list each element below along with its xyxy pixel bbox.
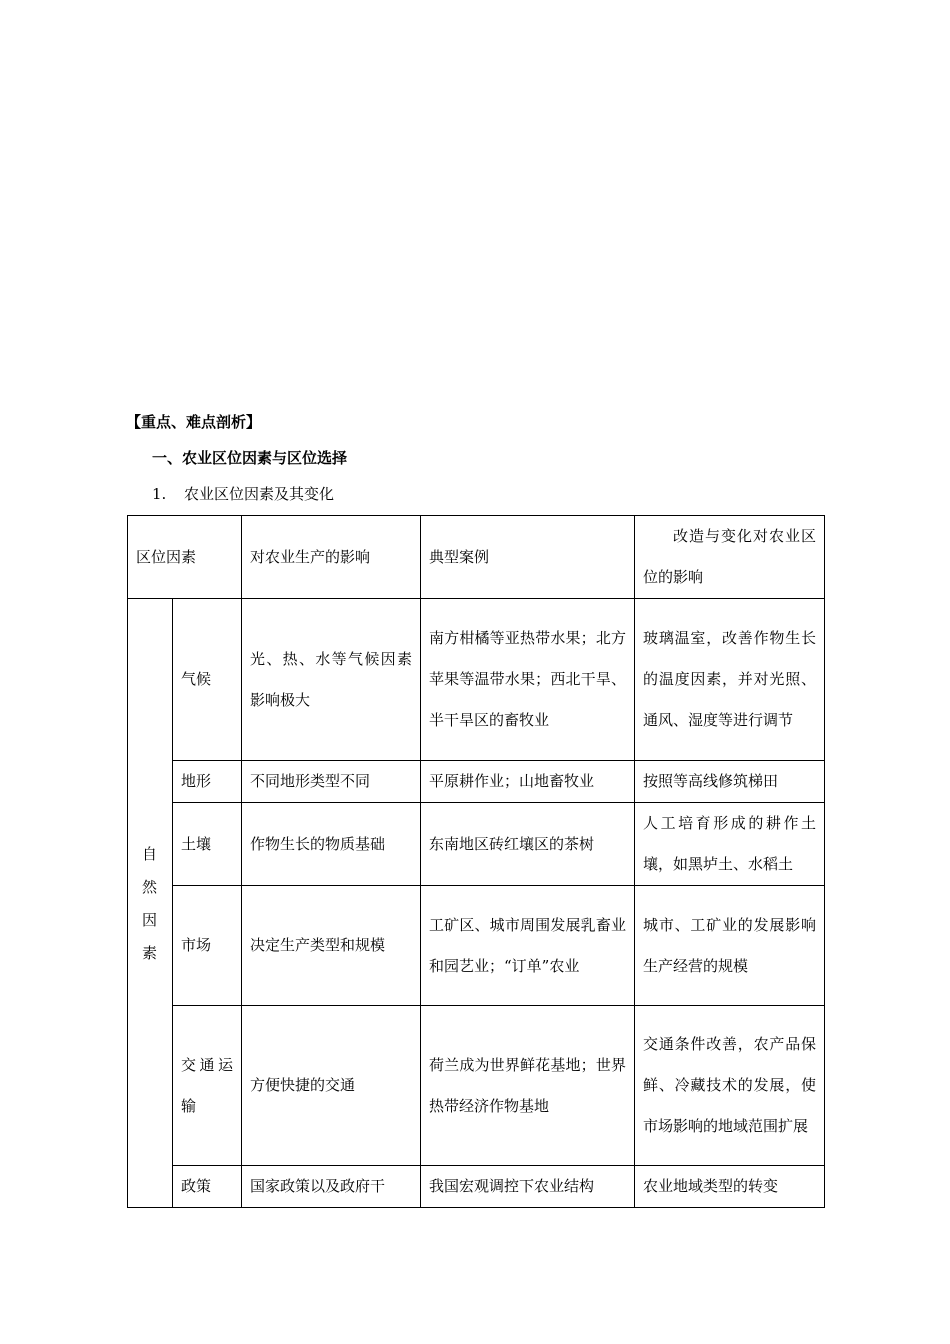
table-row — [128, 803, 825, 886]
group-label: 自然因素 — [142, 845, 158, 962]
change-cell: 城市、工矿业的发展影响生产经营的规模 — [635, 886, 825, 1006]
factor-cell: 土壤 — [173, 803, 242, 886]
factor-cell: 气候 — [173, 599, 242, 761]
table-row — [128, 1006, 825, 1166]
factor-cell: 地形 — [173, 761, 242, 803]
case-cell: 我国宏观调控下农业结构 — [421, 1166, 635, 1208]
change-cell: 按照等高线修筑梯田 — [635, 761, 825, 803]
case-cell: 南方柑橘等亚热带水果；北方苹果等温带水果；西北干旱、半干旱区的畜牧业 — [421, 599, 635, 761]
change-cell: 人工培育形成的耕作土壤，如黑垆土、水稻土 — [635, 803, 825, 886]
case-cell: 平原耕作业；山地畜牧业 — [421, 761, 635, 803]
influence-cell: 决定生产类型和规模 — [242, 886, 421, 1006]
factor-cell: 交通运输 — [173, 1006, 242, 1166]
group-natural-factors — [128, 599, 173, 1208]
influence-cell: 作物生长的物质基础 — [242, 803, 421, 886]
change-cell: 玻璃温室，改善作物生长的温度因素，并对光照、通风、湿度等进行调节 — [635, 599, 825, 761]
influence-cell: 国家政策以及政府干 — [242, 1166, 421, 1208]
factor-cell: 市场 — [173, 886, 242, 1006]
case-cell: 东南地区砖红壤区的茶树 — [421, 803, 635, 886]
item-heading — [152, 483, 334, 504]
influence-cell: 不同地形类型不同 — [242, 761, 421, 803]
table-row — [128, 886, 825, 1006]
header-influence: 对农业生产的影响 — [242, 516, 421, 599]
table-header-row — [128, 516, 825, 599]
item-title: 农业区位因素及其变化 — [184, 485, 335, 503]
case-cell: 工矿区、城市周围发展乳畜业和园艺业；“订单”农业 — [421, 886, 635, 1006]
influence-cell: 方便快捷的交通 — [242, 1006, 421, 1166]
location-factors-table — [127, 515, 825, 1208]
item-number: 1. — [152, 485, 167, 503]
influence-cell: 光、热、水等气候因素影响极大 — [242, 599, 421, 761]
factor-cell: 政策 — [173, 1166, 242, 1208]
change-cell: 农业地域类型的转变 — [635, 1166, 825, 1208]
section-subtitle: 一、农业区位因素与区位选择 — [152, 449, 348, 467]
header-factor: 区位因素 — [128, 516, 242, 599]
case-cell: 荷兰成为世界鲜花基地；世界热带经济作物基地 — [421, 1006, 635, 1166]
table-row — [128, 1166, 825, 1208]
header-case: 典型案例 — [421, 516, 635, 599]
section-title: 【重点、难点剖析】 — [126, 413, 262, 431]
change-cell: 交通条件改善，农产品保鲜、冷藏技术的发展，使市场影响的地域范围扩展 — [635, 1006, 825, 1166]
header-change: 改造与变化对农业区位的影响 — [635, 516, 825, 599]
table-row — [128, 599, 825, 761]
table-row — [128, 761, 825, 803]
